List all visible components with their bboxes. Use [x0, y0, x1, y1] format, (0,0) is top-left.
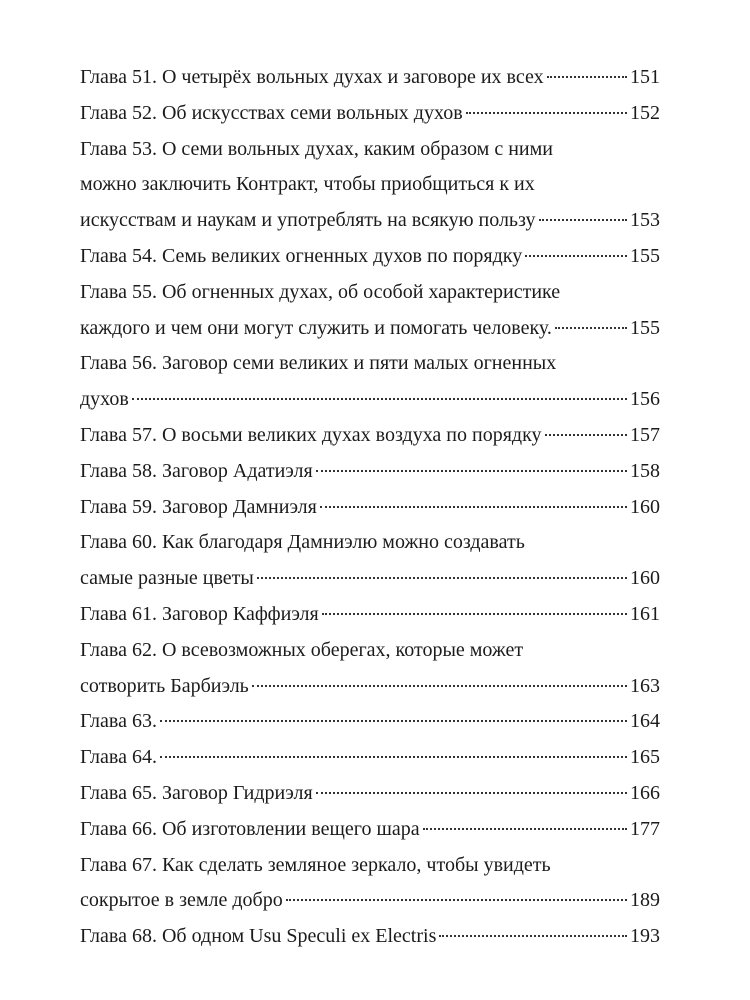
toc-entry-title: Глава 63. [80, 710, 157, 733]
toc-entry-title: Глава 54. Семь великих огненных духов по порядку [80, 244, 523, 267]
toc-page-number: 160 [630, 495, 660, 518]
toc-entry[interactable] [80, 525, 660, 597]
toc-entry-line [80, 418, 660, 454]
toc-entry-title: Глава 57. О восьми великих духах воздуха по порядку [80, 423, 542, 446]
toc-entry-title: Глава 55. Об огненных духах, об особой характеристике [80, 280, 561, 303]
dot-leader [160, 720, 627, 722]
toc-entry-line [80, 96, 660, 132]
toc-entry-line [80, 203, 660, 239]
toc-entry[interactable] [80, 275, 660, 347]
toc-entry[interactable] [80, 812, 660, 848]
toc-entry-line [80, 704, 660, 740]
toc-entry-title: Глава 58. Заговор Адатиэля [80, 459, 313, 482]
toc-entry-title: искусствам и наукам и употреблять на всякую пользу [80, 209, 536, 232]
toc-entry[interactable] [80, 848, 660, 920]
toc-page-number: 153 [630, 209, 660, 232]
toc-entry[interactable] [80, 454, 660, 490]
toc-entry-line [80, 454, 660, 490]
table-of-contents [80, 60, 660, 955]
dot-leader [545, 434, 627, 436]
toc-entry-line [80, 132, 660, 168]
toc-page-number: 155 [630, 316, 660, 339]
toc-entry-line [80, 346, 660, 382]
toc-entry-line [80, 311, 660, 347]
toc-entry-title: Глава 61. Заговор Каффиэля [80, 602, 319, 625]
toc-entry-line [80, 239, 660, 275]
toc-entry[interactable] [80, 704, 660, 740]
toc-entry-line [80, 490, 660, 526]
dot-leader [322, 613, 627, 615]
toc-entry-title: Глава 64. [80, 746, 157, 769]
toc-entry-title: Глава 51. О четырёх вольных духах и заговоре их всех [80, 66, 544, 88]
toc-page-number: 164 [630, 710, 660, 733]
toc-page-number: 165 [630, 746, 660, 769]
dot-leader [160, 756, 627, 758]
toc-entry[interactable] [80, 490, 660, 526]
dot-leader [439, 935, 627, 937]
dot-leader [132, 398, 627, 400]
toc-entry[interactable] [80, 418, 660, 454]
dot-leader [316, 792, 627, 794]
toc-page-number: 177 [630, 817, 660, 840]
toc-page-number: 156 [630, 388, 660, 411]
toc-entry-line [80, 275, 660, 311]
toc-page-number: 193 [630, 925, 660, 948]
toc-entry-title: Глава 60. Как благодаря Дамниэлю можно создавать [80, 531, 525, 554]
toc-entry[interactable] [80, 919, 660, 955]
toc-page-number: 151 [630, 66, 660, 88]
dot-leader [257, 577, 627, 579]
toc-entry-title: Глава 67. Как сделать земляное зеркало, чтобы увидеть [80, 853, 551, 876]
toc-entry-title: самые разные цветы [80, 567, 254, 590]
toc-entry-line [80, 848, 660, 884]
toc-entry[interactable] [80, 132, 660, 239]
dot-leader [252, 685, 627, 687]
dot-leader [423, 828, 627, 830]
toc-entry-line [80, 919, 660, 955]
dot-leader [286, 899, 627, 901]
dot-leader [320, 506, 627, 508]
toc-page-number: 161 [630, 602, 660, 625]
toc-entry-title: сотворить Барбиэль [80, 674, 249, 697]
toc-entry-title: Глава 53. О семи вольных духах, каким образом с ними [80, 137, 553, 160]
toc-entry-line [80, 561, 660, 597]
toc-entry-title: Глава 59. Заговор Дамниэля [80, 495, 317, 518]
dot-leader [466, 112, 627, 114]
toc-entry[interactable] [80, 96, 660, 132]
toc-entry-title: Глава 68. Об одном Usu Speculi ex Electris [80, 925, 437, 948]
toc-entry-line [80, 740, 660, 776]
dot-leader [316, 470, 627, 472]
toc-entry[interactable] [80, 776, 660, 812]
toc-entry-line [80, 525, 660, 561]
toc-entry-title: Глава 66. Об изготовлении вещего шара [80, 817, 420, 840]
toc-page-number: 160 [630, 567, 660, 590]
toc-entry-title: Глава 56. Заговор семи великих и пяти малых огненных [80, 352, 557, 375]
toc-entry-line [80, 883, 660, 919]
toc-entry[interactable] [80, 633, 660, 705]
toc-page-number: 155 [630, 244, 660, 267]
dot-leader [539, 219, 627, 221]
toc-page-number: 157 [630, 423, 660, 446]
toc-entry-title: каждого и чем они могут служить и помогать человеку. [80, 316, 552, 339]
dot-leader [547, 76, 627, 78]
toc-page-number: 152 [630, 101, 660, 124]
toc-entry-line [80, 633, 660, 669]
toc-entry-line [80, 60, 660, 96]
toc-entry-title: Глава 52. Об искусствах семи вольных духов [80, 101, 463, 124]
toc-page-number: 163 [630, 674, 660, 697]
toc-entry[interactable] [80, 60, 660, 96]
toc-page-number: 166 [630, 781, 660, 804]
toc-entry-line [80, 382, 660, 418]
toc-entry-line [80, 812, 660, 848]
dot-leader [525, 255, 627, 257]
toc-entry-title: Глава 62. О всевозможных оберегах, которые может [80, 638, 524, 661]
toc-page-number: 189 [630, 889, 660, 912]
toc-entry[interactable] [80, 346, 660, 418]
toc-entry[interactable] [80, 740, 660, 776]
toc-entry-line [80, 776, 660, 812]
toc-page-number: 158 [630, 459, 660, 482]
toc-entry[interactable] [80, 239, 660, 275]
toc-entry-line [80, 167, 660, 203]
toc-entry[interactable] [80, 597, 660, 633]
toc-entry-title: Глава 65. Заговор Гидриэля [80, 781, 313, 804]
toc-entry-title: можно заключить Контракт, чтобы приобщиться к их [80, 173, 535, 196]
toc-entry-title: духов [80, 388, 129, 411]
dot-leader [555, 327, 627, 329]
toc-entry-title: сокрытое в земле добро [80, 889, 283, 912]
toc-entry-line [80, 669, 660, 705]
toc-entry-line [80, 597, 660, 633]
